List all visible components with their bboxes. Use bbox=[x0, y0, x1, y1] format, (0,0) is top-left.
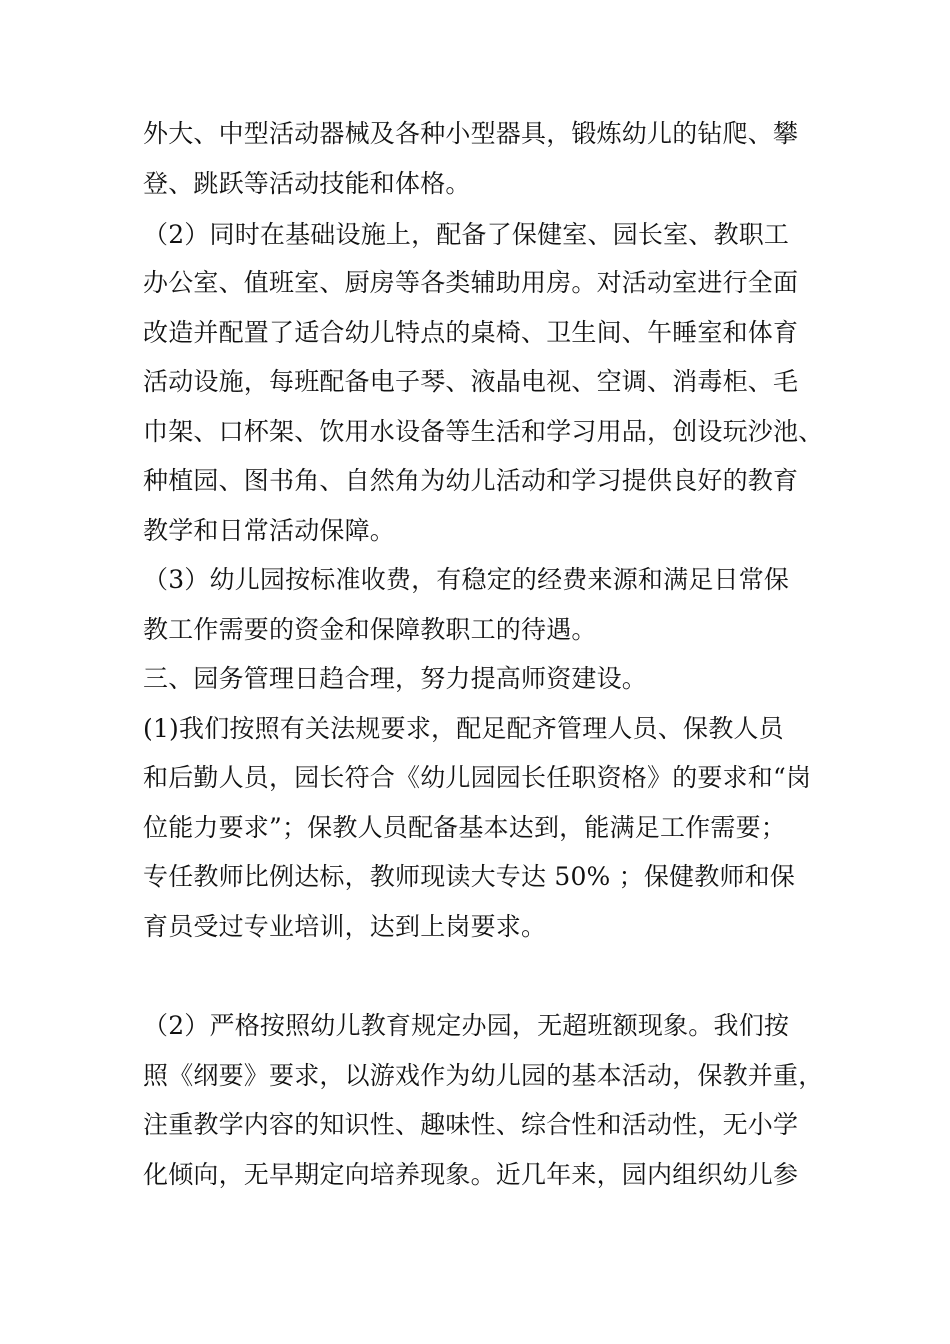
text-line: 和后勤人员，园长符合《幼儿园园长任职资格》的要求和“岗 bbox=[143, 763, 812, 792]
text-line: （2）同时在基础设施上，配备了保健室、园长室、教职工 bbox=[143, 220, 790, 249]
text-line: 办公室、值班室、厨房等各类辅助用房。对活动室进行全面 bbox=[143, 268, 799, 297]
text-line: 登、跳跃等活动技能和体格。 bbox=[143, 169, 471, 198]
text-line: 化倾向，无早期定向培养现象。近几年来，园内组织幼儿参 bbox=[143, 1160, 799, 1189]
text-line: 照《纲要》要求，以游戏作为幼儿园的基本活动，保教并重， bbox=[143, 1061, 824, 1090]
text-line: 三、园务管理日趋合理，努力提高师资建设。 bbox=[143, 664, 648, 693]
text-line: 改造并配置了适合幼儿特点的桌椅、卫生间、午睡室和体育 bbox=[143, 318, 799, 347]
text-line: （2）严格按照幼儿教育规定办园，无超班额现象。我们按 bbox=[143, 1011, 790, 1040]
text-line: 活动设施，每班配备电子琴、液晶电视、空调、消毒柜、毛 bbox=[143, 367, 799, 396]
text-line: 注重教学内容的知识性、趣味性、综合性和活动性，无小学 bbox=[143, 1110, 799, 1139]
text-line: （3）幼儿园按标准收费，有稳定的经费来源和满足日常保 bbox=[143, 565, 790, 594]
text-line: 专任教师比例达标，教师现读大专达 50% ；保健教师和保 bbox=[143, 862, 796, 891]
text-line: 教工作需要的资金和保障教职工的待遇。 bbox=[143, 615, 597, 644]
text-line: 教学和日常活动保障。 bbox=[143, 516, 396, 545]
text-line: (1)我们按照有关法规要求，配足配齐管理人员、保教人员 bbox=[143, 714, 784, 743]
text-line: 种植园、图书角、自然角为幼儿活动和学习提供良好的教育 bbox=[143, 466, 799, 495]
text-line: 外大、中型活动器械及各种小型器具，锻炼幼儿的钻爬、攀 bbox=[143, 119, 799, 148]
text-line: 巾架、口杯架、饮用水设备等生活和学习用品，创设玩沙池、 bbox=[143, 417, 824, 446]
text-line: 位能力要求”；保教人员配备基本达到，能满足工作需要； bbox=[143, 813, 786, 842]
text-line: 育员受过专业培训，达到上岗要求。 bbox=[143, 912, 547, 941]
